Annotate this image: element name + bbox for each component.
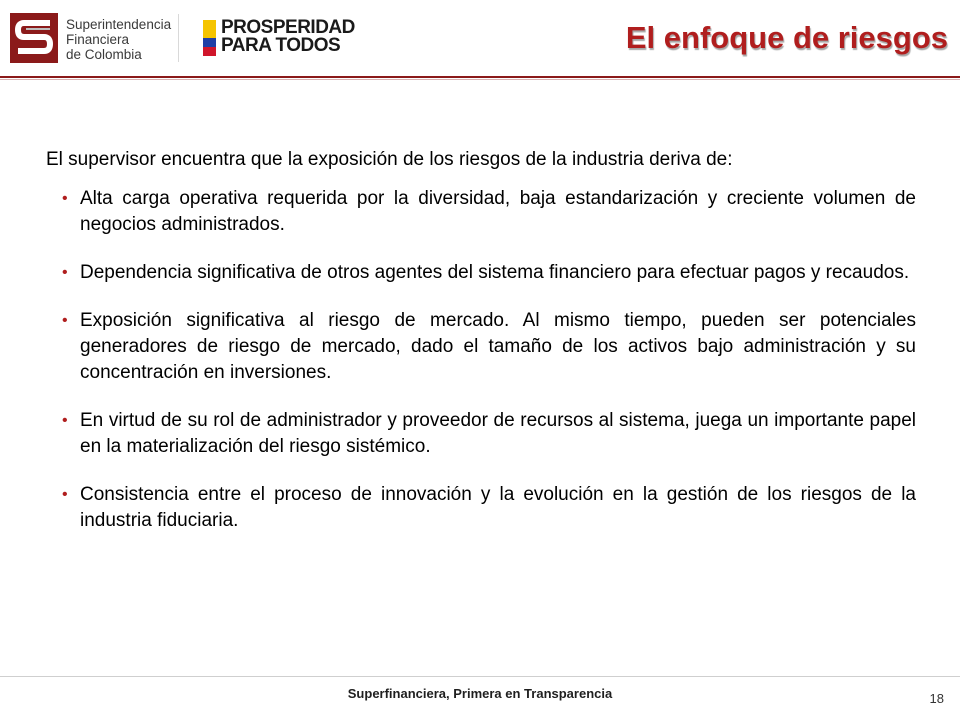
bullet-icon: •: [62, 486, 68, 503]
bullet-text: Alta carga operativa requerida por la diversidad, baja estandarización y creciente volumen de negocios administrados.: [80, 188, 916, 235]
header-divider-shadow: [0, 79, 960, 80]
bullet-text: Exposición significativa al riesgo de mercado. Al mismo tiempo, pueden ser potenciales generadores de riesgo de mercado, dado el tamaño de los activos bajo administración y su concentración en inversiones.: [80, 310, 916, 383]
slide-header: [0, 0, 960, 78]
intro-text: El supervisor encuentra que la exposición de los riesgos de la industria deriva de:: [46, 149, 733, 170]
colombia-flag-icon: [203, 20, 216, 56]
bullet-item: [46, 260, 916, 286]
bullet-icon: •: [62, 312, 68, 329]
bullet-icon: •: [62, 412, 68, 429]
slide-title: El enfoque de riesgos: [625, 20, 948, 55]
bullet-text: Consistencia entre el proceso de innovación y la evolución en la gestión de los riesgos de la industria fiduciaria.: [80, 484, 916, 531]
prosperidad-logo: [203, 18, 353, 60]
superfinanciera-logo-text: Superintendencia Financiera de Colombia: [66, 17, 172, 62]
header-divider: [0, 76, 960, 78]
footer-divider: [0, 676, 960, 677]
bullet-item: [46, 482, 916, 534]
footer-tagline: Superfinanciera, Primera en Transparencia: [347, 686, 613, 701]
superfinanciera-logo: [10, 13, 180, 63]
logo-divider: [178, 14, 179, 62]
bullet-item: [46, 308, 916, 386]
bullet-text: En virtud de su rol de administrador y proveedor de recursos al sistema, juega un importante papel en la materialización del riesgo sistémico.: [80, 410, 916, 457]
bullet-list: [46, 186, 916, 534]
bullet-item: [46, 408, 916, 460]
bullet-item: [46, 186, 916, 238]
superfinanciera-emblem-icon: [10, 13, 58, 63]
bullet-text: Dependencia significativa de otros agentes del sistema financiero para efectuar pagos y recaudos.: [80, 262, 910, 283]
page-number: 18: [929, 691, 944, 706]
slide-body: [46, 148, 916, 556]
bullet-icon: •: [62, 264, 68, 281]
prosperidad-logo-text: PROSPERIDAD PARA TODOS: [221, 17, 355, 56]
bullet-icon: •: [62, 190, 68, 207]
